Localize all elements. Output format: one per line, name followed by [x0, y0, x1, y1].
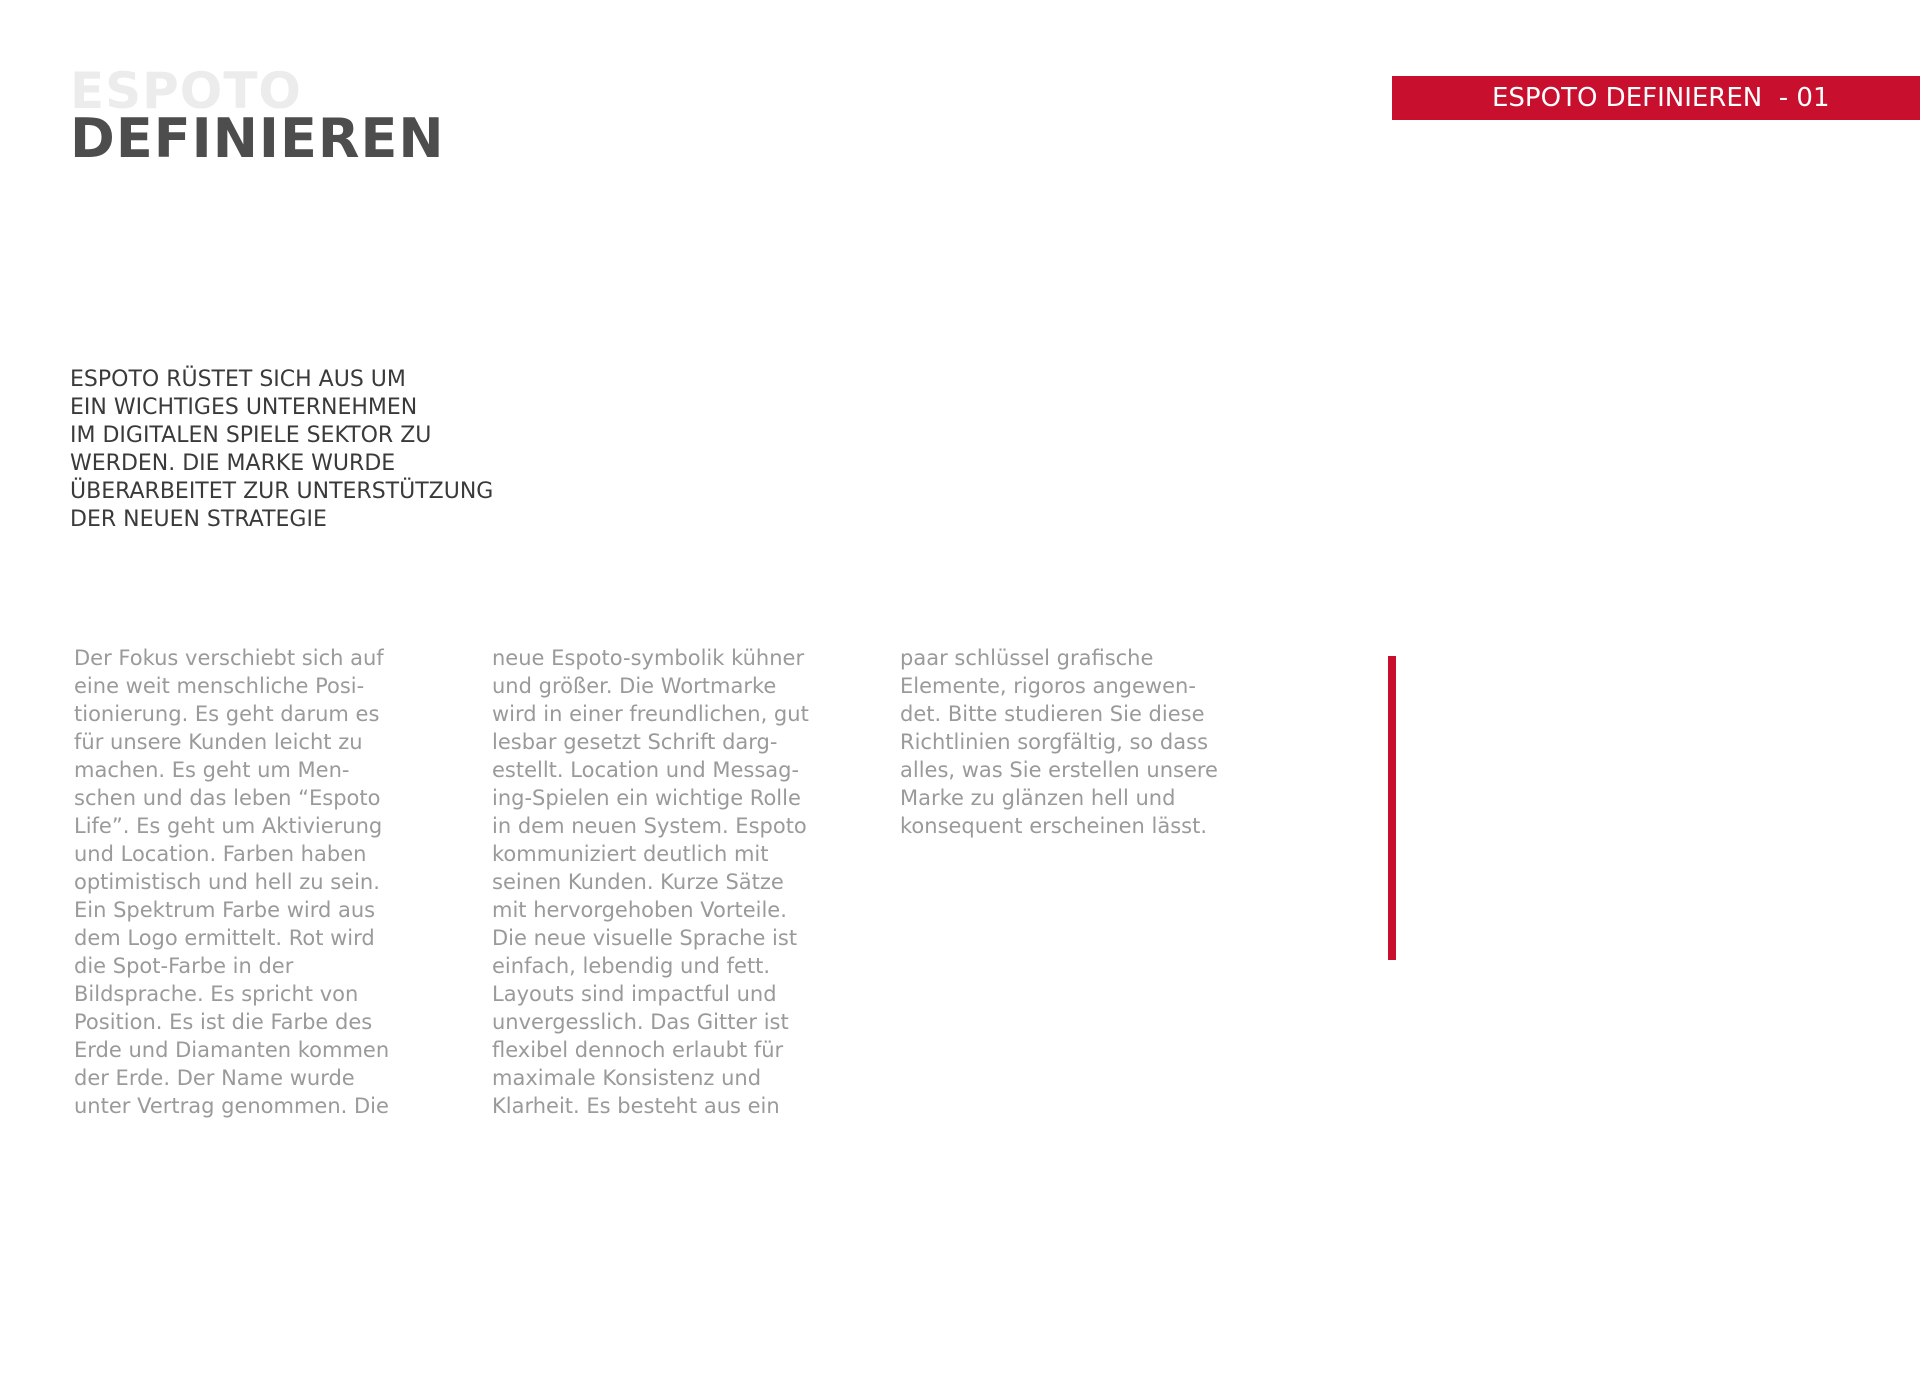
body-line: Der Fokus verschiebt sich auf — [74, 646, 384, 670]
body-line: det. Bitte studieren Sie diese — [900, 702, 1205, 726]
body-line: eine weit menschliche Posi- — [74, 674, 365, 698]
body-line: neue Espoto-symbolik kühner — [492, 646, 805, 670]
page-title — [70, 62, 445, 170]
body-line: in dem neuen System. Espoto — [492, 814, 807, 838]
body-column-2 — [492, 644, 809, 1120]
body-column-3 — [900, 644, 1218, 840]
body-line: der Erde. Der Name wurde — [74, 1066, 355, 1090]
body-line: estellt. Location und Messag- — [492, 758, 800, 782]
body-column-1 — [74, 644, 389, 1120]
body-line: die Spot-Farbe in der — [74, 954, 294, 978]
lead-line: IM DIGITALEN SPIELE SEKTOR ZU — [70, 423, 432, 448]
lead-line: ÜBERARBEITET ZUR UNTERSTÜTZUNG — [70, 479, 494, 504]
body-line: alles, was Sie erstellen unsere — [900, 758, 1218, 782]
section-header-bar — [1392, 76, 1920, 120]
lead-paragraph — [70, 366, 590, 534]
body-line: machen. Es geht um Men- — [74, 758, 350, 782]
body-line: seinen Kunden. Kurze Sätze — [492, 870, 784, 894]
body-line: Position. Es ist die Farbe des — [74, 1010, 373, 1034]
body-line: tionierung. Es geht darum es — [74, 702, 380, 726]
lead-line: ESPOTO RÜSTET SICH AUS UM — [70, 367, 406, 392]
page-title-line-2: DEFINIEREN — [70, 107, 445, 170]
lead-line: WERDEN. DIE MARKE WURDE — [70, 451, 396, 476]
body-line: Marke zu glänzen hell und — [900, 786, 1176, 810]
body-line: Life”. Es geht um Aktivierung — [74, 814, 383, 838]
body-line: Richtlinien sorgfältig, so dass — [900, 730, 1209, 754]
body-line: ing-Spielen ein wichtige Rolle — [492, 786, 801, 810]
body-line: und Location. Farben haben — [74, 842, 367, 866]
body-line: konsequent erscheinen lässt. — [900, 814, 1208, 838]
body-line: optimistisch und hell zu sein. — [74, 870, 380, 894]
body-line: unter Vertrag genommen. Die — [74, 1094, 389, 1118]
body-line: kommuniziert deutlich mit — [492, 842, 769, 866]
body-line: und größer. Die Wortmarke — [492, 674, 777, 698]
body-line: maximale Konsistenz und — [492, 1066, 762, 1090]
body-line: unvergesslich. Das Gitter ist — [492, 1010, 789, 1034]
body-line: Klarheit. Es besteht aus ein — [492, 1094, 780, 1118]
body-line: einfach, lebendig und fett. — [492, 954, 771, 978]
body-line: Ein Spektrum Farbe wird aus — [74, 898, 376, 922]
section-header-label: ESPOTO DEFINIEREN - 01 — [1492, 83, 1830, 113]
body-line: für unsere Kunden leicht zu — [74, 730, 363, 754]
body-line: schen und das leben “Espoto — [74, 786, 381, 810]
body-line: lesbar gesetzt Schrift darg- — [492, 730, 778, 754]
body-line: dem Logo ermittelt. Rot wird — [74, 926, 375, 950]
body-line: Elemente, rigoros angewen- — [900, 674, 1196, 698]
body-line: Erde und Diamanten kommen — [74, 1038, 390, 1062]
lead-line: DER NEUEN STRATEGIE — [70, 507, 327, 532]
red-accent-bar — [1388, 656, 1396, 960]
body-line: wird in einer freundlichen, gut — [492, 702, 809, 726]
body-line: Die neue visuelle Sprache ist — [492, 926, 798, 950]
body-line: mit hervorgehoben Vorteile. — [492, 898, 787, 922]
lead-line: EIN WICHTIGES UNTERNEHMEN — [70, 395, 418, 420]
body-line: paar schlüssel grafische — [900, 646, 1154, 670]
body-line: Bildsprache. Es spricht von — [74, 982, 359, 1006]
page-title-line-1: ESPOTO — [70, 62, 302, 120]
body-line: flexibel dennoch erlaubt für — [492, 1038, 784, 1062]
body-line: Layouts sind impactful und — [492, 982, 777, 1006]
